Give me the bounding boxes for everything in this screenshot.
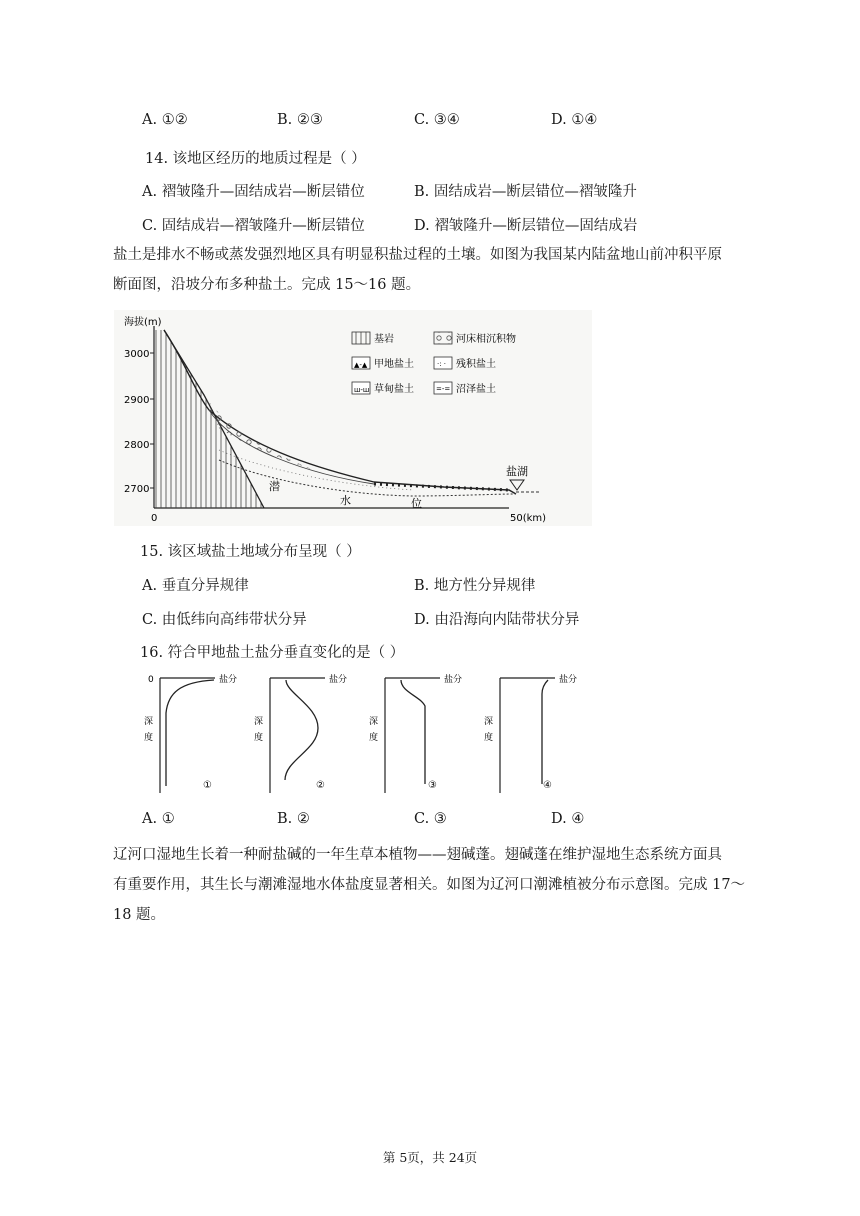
legend-label: 草甸盐土 (374, 384, 414, 395)
water-table-label: 潜 (269, 480, 280, 493)
water-table-label: 水 (340, 494, 351, 507)
graph-number: ③ (428, 780, 437, 791)
graph-y-label: 深 (484, 717, 494, 727)
salinity-curve (285, 680, 318, 780)
q14-option-d: D. 褶皱隆升—断层错位—固结成岩 (414, 218, 638, 234)
salinity-graph-2 (254, 673, 347, 793)
x-tick: 0 (151, 513, 158, 524)
q13-option-b: B. ②③ (277, 112, 323, 128)
passage-line: 有重要作用，其生长与潮滩湿地水体盐度显著相关。如图为辽河口潮滩植被分布示意图。完成 17～ (113, 877, 746, 893)
graph-origin: 0 (148, 675, 154, 685)
y-axis-label: 海拔(m) (124, 317, 162, 328)
passage-line: 盐土是排水不畅或蒸发强烈地区具有明显积盐过程的土壤。如图为我国某内陆盆地山前冲积平原 (113, 247, 722, 263)
x-tick: 50(km) (510, 513, 547, 524)
q13-option-c: C. ③④ (414, 112, 460, 128)
water-table-label: 位 (411, 497, 422, 510)
water-table (219, 460, 516, 496)
q15-option-a: A. 垂直分异规律 (142, 578, 249, 594)
graph-y-label: 度 (369, 733, 379, 743)
legend-label: 基岩 (374, 334, 394, 345)
legend-label: 河床相沉积物 (456, 334, 516, 345)
q13-option-a: A. ①② (142, 112, 188, 128)
page-footer: 第 5页，共 24页 (382, 1150, 478, 1165)
q14-option-c: C. 固结成岩—褶皱隆升—断层错位 (142, 218, 365, 234)
passage-line: 断面图，沿坡分布多种盐土。完成 15～16 题。 (113, 277, 421, 293)
svg-text:▲-▲: ▲-▲ (354, 361, 368, 369)
legend-label: 残积盐土 (456, 359, 496, 370)
salinity-graph-4 (484, 673, 577, 793)
q14-option-a: A. 褶皱隆升—固结成岩—断层错位 (142, 184, 365, 200)
graph-y-label: 深 (254, 717, 264, 727)
graph-number: ④ (543, 780, 552, 791)
graph-y-label: 深 (369, 717, 379, 727)
q16-option-c: C. ③ (414, 811, 447, 827)
q13-option-d: D. ①④ (551, 112, 598, 128)
q16-option-b: B. ② (277, 811, 310, 827)
q15-stem: 15. 该区域盐土地域分布呈现（ ） (140, 544, 361, 560)
passage-salt-soil (113, 240, 753, 300)
salinity-curve (401, 680, 425, 784)
graph-number: ② (316, 780, 325, 791)
alluvial-plain-profile-figure (114, 310, 592, 526)
salinity-graph-3 (369, 673, 462, 793)
y-tick: 2900 (124, 395, 150, 406)
q15-option-d: D. 由沿海向内陆带状分异 (414, 612, 580, 628)
graph-x-label: 盐分 (329, 675, 348, 685)
salt-lake-label: 盐湖 (506, 465, 528, 478)
graph-x-label: 盐分 (219, 675, 238, 685)
q16-option-a: A. ① (142, 811, 175, 827)
legend-label: 沼泽盐土 (456, 384, 496, 395)
y-tick: 3000 (124, 349, 150, 360)
q16-option-d: D. ④ (551, 811, 585, 827)
q16-stem: 16. 符合甲地盐土盐分垂直变化的是（ ） (140, 645, 405, 661)
svg-text:ш-ш: ш-ш (354, 386, 370, 394)
passage-line: 辽河口湿地生长着一种耐盐碱的一年生草本植物——翅碱蓬。翅碱蓬在维护湿地生态系统方面具 (113, 847, 722, 863)
passage-line: 18 题。 (113, 907, 166, 923)
salinity-graph-1 (144, 673, 237, 793)
salinity-curve (542, 680, 548, 784)
y-tick: 2800 (124, 440, 150, 451)
graph-x-label: 盐分 (559, 675, 578, 685)
svg-text:=-=: =-= (436, 385, 451, 393)
graph-number: ① (203, 780, 212, 791)
salinity-curve (166, 680, 214, 786)
q15-option-c: C. 由低纬向高纬带状分异 (142, 612, 307, 628)
bedrock (154, 330, 264, 508)
y-tick: 2700 (124, 484, 150, 495)
passage-suaeda (113, 840, 753, 930)
legend-label: 甲地盐土 (374, 359, 414, 370)
legend (352, 332, 516, 395)
graph-x-label: 盐分 (444, 675, 463, 685)
svg-text:·: ·: ·: · (437, 360, 447, 368)
salinity-depth-graphs (140, 668, 585, 798)
q14-option-b: B. 固结成岩—断层错位—褶皱隆升 (414, 184, 637, 200)
q15-option-b: B. 地方性分异规律 (414, 578, 536, 594)
salt-lake-marker (510, 480, 524, 490)
graph-y-label: 度 (254, 733, 264, 743)
graph-y-label: 度 (144, 733, 154, 743)
q14-stem: 14. 该地区经历的地质过程是（ ） (145, 151, 366, 167)
profile-svg (114, 310, 592, 526)
graph-y-label: 度 (484, 733, 494, 743)
salt-soil-band (374, 484, 509, 490)
graph-y-label: 深 (144, 717, 154, 727)
